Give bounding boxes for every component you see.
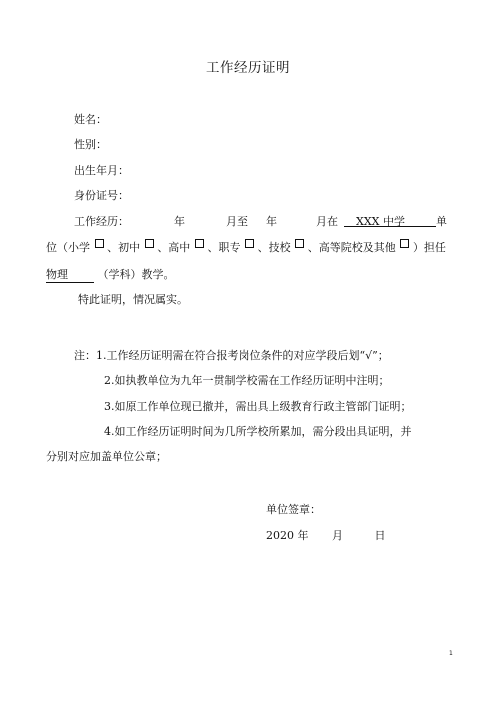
- name-field-label: 姓名：: [74, 113, 107, 126]
- subject-suffix: （学科）教学。: [97, 268, 175, 281]
- level-prefix: 位（小学: [46, 241, 90, 254]
- level-senior-label: 、高中: [157, 241, 191, 254]
- signature-date: [266, 527, 386, 543]
- subject-row: [46, 266, 175, 283]
- level-technical-label: 、技校: [257, 241, 291, 254]
- subject-value: 物理: [46, 266, 94, 283]
- note-4: 4.如工作经历证明时间为几所学校所累加，需分段出具证明，并: [104, 425, 412, 438]
- work-experience-row: [74, 213, 446, 229]
- school-level-row: [46, 239, 446, 255]
- gender-field-label: 性别：: [74, 138, 107, 151]
- signature-year: 2020 年: [266, 529, 309, 542]
- unit-seal-label: 单位签章：: [266, 503, 321, 516]
- work-experience-label: 工作经历：: [74, 215, 129, 228]
- note-4-continued: 分别对应加盖单位公章；: [46, 450, 167, 463]
- vocational-checkbox[interactable]: [245, 239, 254, 248]
- work-dan: 单: [436, 215, 447, 228]
- junior-high-checkbox[interactable]: [145, 239, 154, 248]
- primary-school-checkbox[interactable]: [95, 239, 104, 248]
- id-number-field-label: 身份证号：: [74, 189, 129, 202]
- level-suffix: ）担任: [412, 241, 446, 254]
- signature-month: 月: [332, 529, 343, 542]
- signature-day: 日: [374, 529, 386, 542]
- note-2: 2.如执教单位为九年一贯制学校需在工作经历证明中注明；: [104, 374, 390, 387]
- page-number: 1: [449, 650, 453, 657]
- level-junior-label: 、初中: [107, 241, 141, 254]
- level-vocational-label: 、职专: [207, 241, 241, 254]
- higher-education-checkbox[interactable]: [400, 239, 409, 248]
- work-year-start: 年: [174, 215, 185, 228]
- certify-statement: 特此证明，情况属实。: [78, 293, 188, 306]
- note-3: 3.如原工作单位现已撤并，需出具上级教育行政主管部门证明；: [104, 400, 412, 413]
- work-month-at: 月在: [316, 215, 338, 228]
- technical-school-checkbox[interactable]: [295, 239, 304, 248]
- work-month-to: 月至: [226, 215, 248, 228]
- level-higher-label: 、高等院校及其他: [307, 241, 396, 254]
- document-title: 工作经历证明: [206, 60, 290, 76]
- school-underline: [344, 226, 436, 227]
- note-1: 注：1.工作经历证明需在符合报考岗位条件的对应学段后划“√”；: [74, 349, 389, 362]
- school-name: XXX 中学: [356, 215, 405, 228]
- birth-field-label: 出生年月：: [74, 164, 129, 177]
- senior-high-checkbox[interactable]: [195, 239, 204, 248]
- work-year-end: 年: [266, 215, 277, 228]
